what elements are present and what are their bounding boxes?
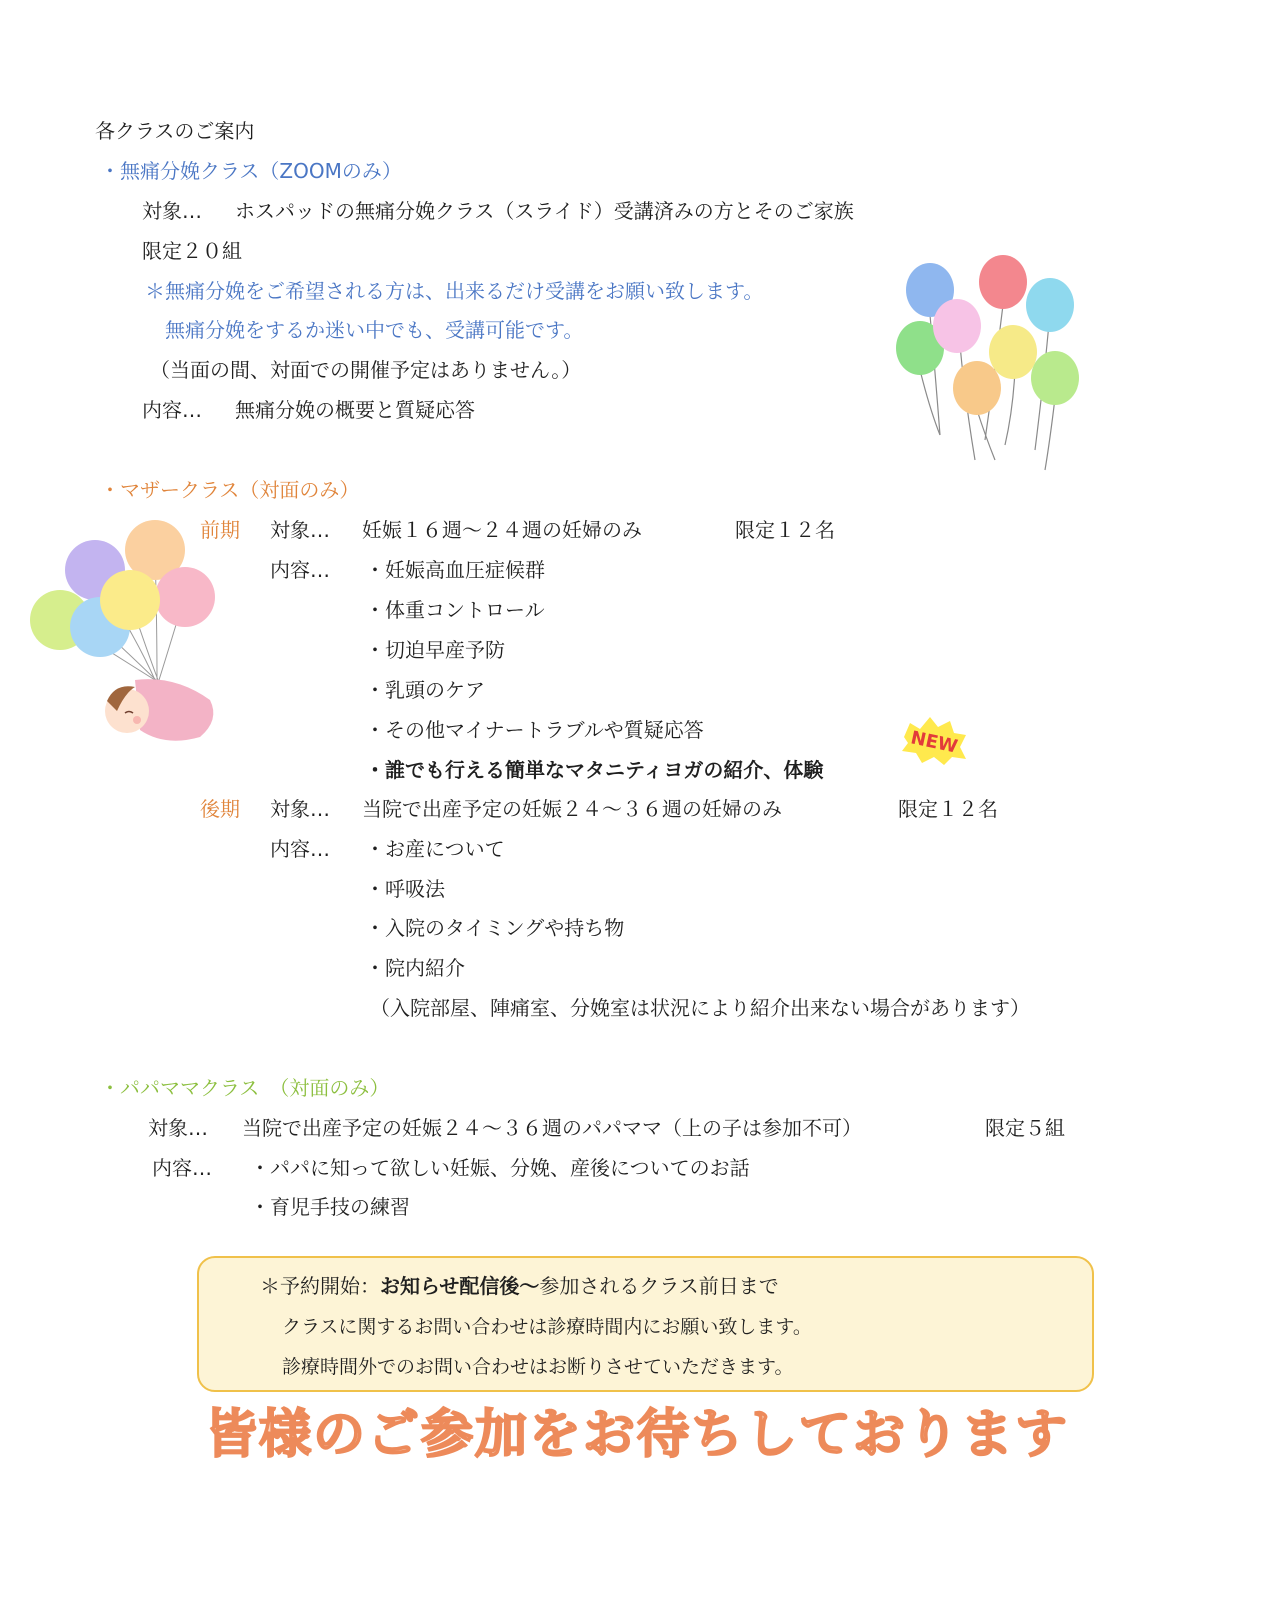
list-item: ・お産について bbox=[365, 837, 505, 861]
mother-late-limit: 限定１２名 bbox=[898, 797, 998, 821]
papamama-target-text: 当院で出産予定の妊娠２４～３６週のパパママ（上の子は参加不可） bbox=[242, 1116, 862, 1140]
baby-balloons-icon bbox=[25, 515, 230, 750]
mother-late-note: （入院部屋、陣痛室、分娩室は状況により紹介出来ない場合があります） bbox=[370, 996, 1030, 1020]
mukotsu-content-label: 内容… bbox=[142, 398, 202, 422]
mother-early-content-label: 内容… bbox=[270, 558, 330, 582]
notice-line-3: 診療時間外でのお問い合わせはお断りさせていただきます。 bbox=[282, 1356, 794, 1378]
list-item: ・パパに知って欲しい妊娠、分娩、産後についてのお話 bbox=[250, 1156, 750, 1180]
list-item: ・乳頭のケア bbox=[365, 678, 485, 702]
notice-line-2: クラスに関するお問い合わせは診療時間内にお願い致します。 bbox=[282, 1316, 812, 1338]
list-item: ・入院のタイミングや持ち物 bbox=[365, 916, 625, 940]
list-item: ・体重コントロール bbox=[365, 598, 545, 622]
mother-late-content-label: 内容… bbox=[270, 837, 330, 861]
new-badge-icon bbox=[898, 715, 970, 765]
mother-late-target-label: 対象… bbox=[270, 797, 330, 821]
mukotsu-note-1: ＊無痛分娩をご希望される方は、出来るだけ受講をお願い致します。 bbox=[145, 279, 764, 303]
mukotsu-limit: 限定２０組 bbox=[142, 239, 242, 263]
notice-line-1-bold: お知らせ配信後～ bbox=[380, 1274, 540, 1298]
list-item: ・その他マイナートラブルや質疑応答 bbox=[365, 718, 704, 742]
mother-late-term: 後期 bbox=[200, 797, 240, 821]
list-item: ・育児手技の練習 bbox=[250, 1195, 410, 1219]
mother-late-target-text: 当院で出産予定の妊娠２４～３６週の妊婦のみ bbox=[362, 797, 782, 821]
mukotsu-note-3: （当面の間、対面での開催予定はありません。） bbox=[150, 358, 582, 382]
mukotsu-heading: ・無痛分娩クラス（ZOOMのみ） bbox=[100, 159, 402, 183]
mother-early-target-text: 妊娠１６週～２４週の妊婦のみ bbox=[362, 518, 642, 542]
mukotsu-note-2: 無痛分娩をするか迷い中でも、受講可能です。 bbox=[165, 318, 584, 342]
closing-message: 皆様のご参加をお待ちしております bbox=[205, 1405, 1070, 1465]
list-item: ・切迫早産予防 bbox=[365, 638, 505, 662]
papamama-heading: ・パパママクラス （対面のみ） bbox=[100, 1076, 390, 1100]
page-title: 各クラスのご案内 bbox=[95, 119, 255, 143]
papamama-target-label: 対象… bbox=[148, 1116, 208, 1140]
papamama-content-label: 内容… bbox=[152, 1156, 212, 1180]
mukotsu-target-label: 対象… bbox=[142, 199, 202, 223]
mother-early-limit: 限定１２名 bbox=[735, 518, 835, 542]
mother-early-target-label: 対象… bbox=[270, 518, 330, 542]
notice-line-1 bbox=[260, 1272, 779, 1300]
balloon-bunch-icon bbox=[885, 250, 1095, 480]
mukotsu-content-text: 無痛分娩の概要と質疑応答 bbox=[235, 398, 475, 422]
mukotsu-target-text: ホスパッドの無痛分娩クラス（スライド）受講済みの方とそのご家族 bbox=[235, 199, 854, 223]
mother-early-term: 前期 bbox=[200, 518, 240, 542]
list-item: ・妊娠高血圧症候群 bbox=[365, 558, 545, 582]
list-item: ・誰でも行える簡単なマタニティヨガの紹介、体験 bbox=[365, 758, 824, 782]
mother-heading: ・マザークラス（対面のみ） bbox=[100, 478, 360, 502]
list-item: ・呼吸法 bbox=[365, 877, 445, 901]
papamama-limit: 限定５組 bbox=[985, 1116, 1065, 1140]
notice-line-1-suffix: 参加されるクラス前日まで bbox=[539, 1274, 779, 1298]
new-badge-label: NEW bbox=[908, 727, 960, 758]
list-item: ・院内紹介 bbox=[365, 956, 465, 980]
notice-line-1-prefix: ＊予約開始： bbox=[260, 1274, 380, 1298]
